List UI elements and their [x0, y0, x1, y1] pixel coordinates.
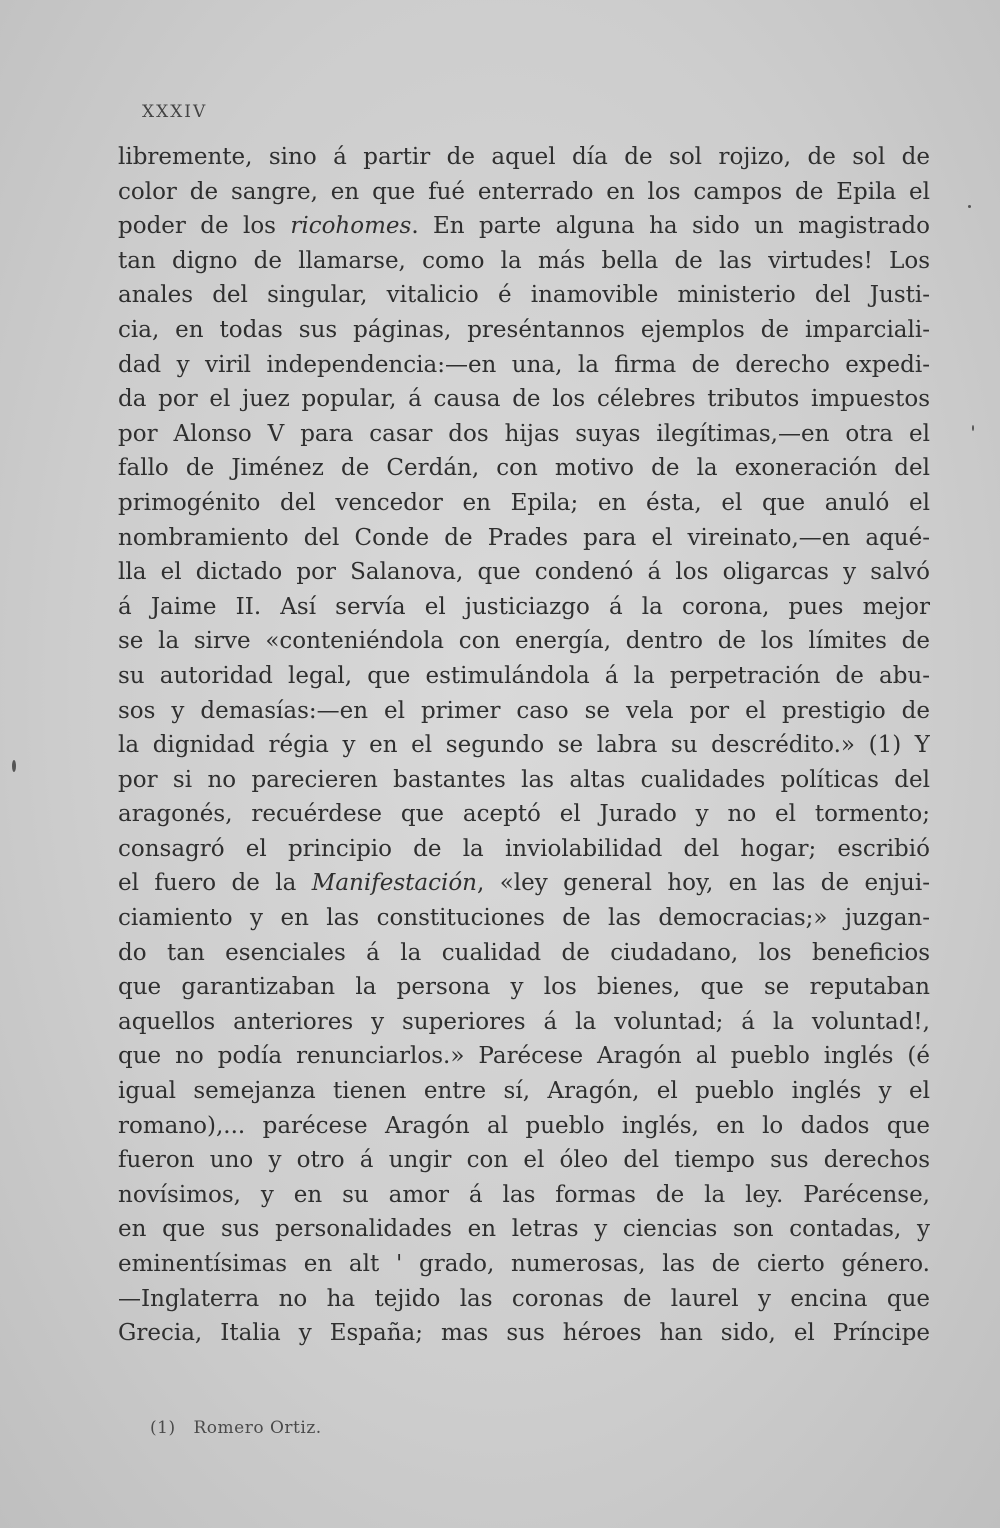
text-line: tan digno de llamarse, como la más bella de las virtudes! Los — [118, 247, 930, 274]
text-line: lla el dictado por Salanova, que condenó á los oligarcas y salvó — [118, 559, 930, 586]
text-line: á Jaime II. Así servía el justiciazgo á la corona, pues mejor — [118, 593, 930, 620]
text-line: el fuero de la Manifestación, «ley general hoy, en las de enjui- — [118, 870, 930, 897]
text-line: por Alonso V para casar dos hijas suyas ilegítimas,—en otra el — [118, 420, 930, 447]
text-line: cia, en todas sus páginas, preséntannos ejemplos de imparciali- — [118, 316, 930, 343]
text-line: anales del singular, vitalicio é inamovible ministerio del Justi- — [118, 282, 930, 309]
text-line: sos y demasías:—en el primer caso se vela por el prestigio de — [118, 697, 930, 724]
text-line: consagró el principio de la inviolabilidad del hogar; escribió — [118, 835, 930, 862]
text-line: Grecia, Italia y España; mas sus héroes han sido, el Príncipe — [118, 1320, 930, 1347]
ink-speck — [12, 760, 16, 772]
text-line: nombramiento del Conde de Prades para el vireinato,—en aqué- — [118, 524, 930, 551]
text-line: la dignidad régia y en el segundo se labra su descrédito.» (1) Y — [118, 732, 930, 759]
text-line: dad y viril independencia:—en una, la firma de derecho expedi- — [118, 351, 930, 378]
footnote — [150, 1418, 322, 1438]
text-line: novísimos, y en su amor á las formas de la ley. Parécense, — [118, 1181, 930, 1208]
text-line: poder de los ricohomes. En parte alguna ha sido un magistrado — [118, 213, 930, 240]
text-line: color de sangre, en que fué enterrado en los campos de Epila el — [118, 178, 930, 205]
text-line: da por el juez popular, á causa de los célebres tributos impuestos — [118, 386, 930, 413]
text-line: libremente, sino á partir de aquel día de sol rojizo, de sol de — [118, 144, 930, 170]
text-line: por si no parecieren bastantes las altas cualidades políticas del — [118, 766, 930, 793]
text-line: aquellos anteriores y superiores á la voluntad; á la voluntad!, — [118, 1008, 930, 1035]
text-line: primogénito del vencedor en Epila; en ésta, el que anuló el — [118, 489, 930, 516]
ink-speck — [968, 205, 971, 208]
text-line: aragonés, recuérdese que aceptó el Jurado y no el tormento; — [118, 801, 930, 828]
text-line: eminentísimas en alt ' grado, numerosas, las de cierto género. — [118, 1251, 930, 1277]
text-line: su autoridad legal, que estimulándola á la perpetración de abu- — [118, 662, 930, 689]
text-line: en que sus personalidades en letras y ciencias son contadas, y — [118, 1216, 930, 1243]
text-line: se la sirve «conteniéndola con energía, dentro de los límites de — [118, 628, 930, 655]
page-number-header: XXXIV — [142, 102, 208, 122]
text-line: que garantizaban la persona y los bienes, que se reputaban — [118, 974, 930, 1001]
body-text — [118, 140, 930, 1351]
text-line: fallo de Jiménez de Cerdán, con motivo de la exoneración del — [118, 455, 930, 482]
text-line: fueron uno y otro á ungir con el óleo del tiempo sus derechos — [118, 1147, 930, 1174]
text-line: ciamiento y en las constituciones de las democracias;» juzgan- — [118, 905, 930, 932]
text-line: romano),... parécese Aragón al pueblo inglés, en lo dados que — [118, 1112, 930, 1139]
text-line: que no podía renunciarlos.» Parécese Aragón al pueblo inglés (é — [118, 1043, 930, 1070]
ink-speck — [972, 425, 974, 431]
text-line: igual semejanza tienen entre sí, Aragón, el pueblo inglés y el — [118, 1078, 930, 1105]
text-line: do tan esenciales á la cualidad de ciudadano, los beneficios — [118, 939, 930, 966]
text-line: —Inglaterra no ha tejido las coronas de laurel y encina que — [118, 1285, 930, 1312]
footnote-text: Romero Ortiz. — [193, 1418, 322, 1438]
footnote-marker: (1) — [150, 1418, 176, 1438]
